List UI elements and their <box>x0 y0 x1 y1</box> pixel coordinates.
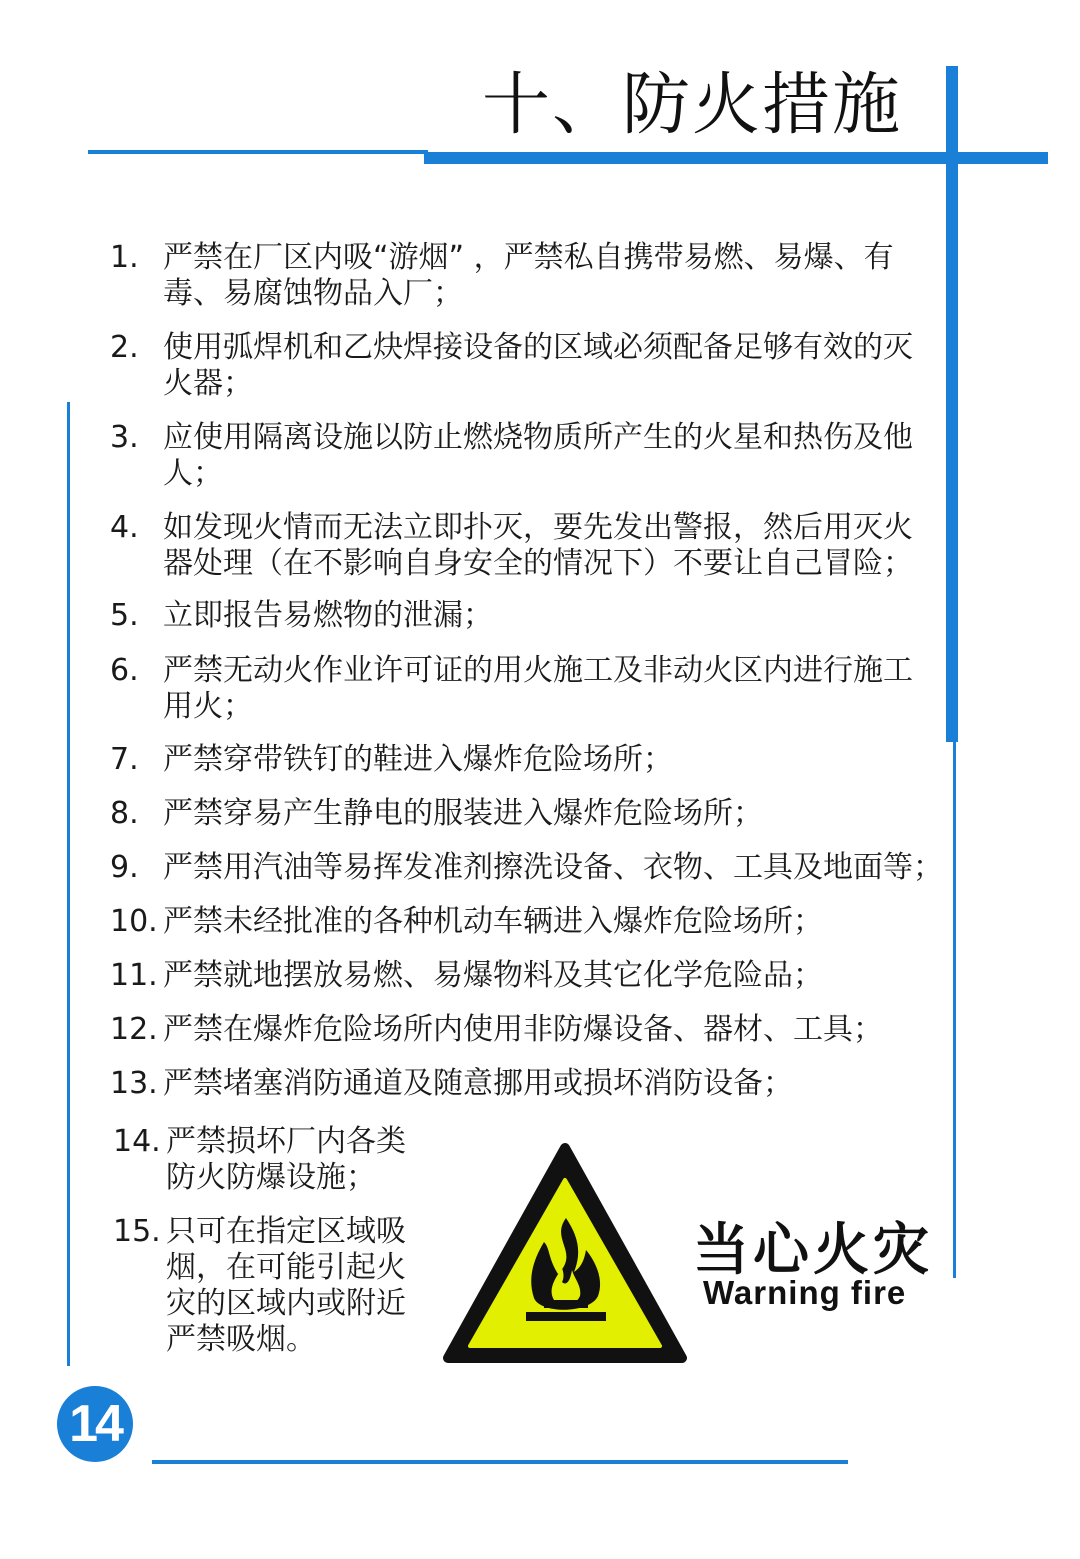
item-text: 严禁在爆炸危险场所内使用非防爆设备、器材、工具； <box>163 1012 883 1047</box>
item-text: 如发现火情而无法立即扑灭，要先发出警报，然后用灭火器处理（在不影响自身安全的情况下）不要让自己冒险； <box>163 510 913 581</box>
item-text: 严禁就地摆放易燃、易爆物料及其它化学危险品； <box>163 958 823 993</box>
item-number: 4. <box>110 510 139 545</box>
page-number-badge: 14 <box>57 1386 133 1462</box>
item-text: 严禁未经批准的各种机动车辆进入爆炸危险场所； <box>163 904 823 939</box>
right-vertical-bar <box>946 66 958 742</box>
footer-rule <box>152 1460 848 1464</box>
item-text: 只可在指定区域吸烟，在可能引起火灾的区域内或附近严禁吸烟。 <box>166 1214 406 1357</box>
item-number: 2. <box>110 330 139 365</box>
fire-warning-triangle-icon <box>440 1140 690 1365</box>
item-text: 严禁堵塞消防通道及随意挪用或损坏消防设备； <box>163 1066 793 1101</box>
right-vertical-rule <box>953 742 956 1278</box>
item-text: 严禁在厂区内吸“游烟” ，严禁私自携带易燃、易爆、有毒、易腐蚀物品入厂； <box>163 240 894 311</box>
item-number: 8. <box>110 796 139 831</box>
item-number: 7. <box>110 742 139 777</box>
header-rule-thin <box>88 150 428 154</box>
item-number: 6. <box>110 653 139 688</box>
item-text: 应使用隔离设施以防止燃烧物质所产生的火星和热伤及他人； <box>163 420 913 491</box>
item-text: 使用弧焊机和乙炔焊接设备的区域必须配备足够有效的灭火器； <box>163 330 913 401</box>
item-number: 13. <box>110 1066 158 1101</box>
item-text: 严禁穿带铁钉的鞋进入爆炸危险场所； <box>163 742 673 777</box>
item-number: 15. <box>113 1214 161 1249</box>
item-number: 10. <box>110 904 158 939</box>
item-number: 12. <box>110 1012 158 1047</box>
sign-chinese-label: 当心火灾 <box>693 1218 933 1283</box>
item-number: 14. <box>113 1124 161 1159</box>
sign-english-label: Warning fire <box>703 1274 907 1311</box>
item-text: 严禁无动火作业许可证的用火施工及非动火区内进行施工用火； <box>163 653 913 724</box>
item-text: 严禁损坏厂内各类防火防爆设施； <box>166 1124 406 1195</box>
item-number: 11. <box>110 958 158 993</box>
left-vertical-rule <box>67 402 70 1366</box>
item-number: 3. <box>110 420 139 455</box>
item-text: 严禁用汽油等易挥发准剂擦洗设备、衣物、工具及地面等； <box>163 850 943 885</box>
page-title: 十、防火措施 <box>481 66 902 145</box>
item-number: 9. <box>110 850 139 885</box>
item-text: 严禁穿易产生静电的服装进入爆炸危险场所； <box>163 796 763 831</box>
item-number: 5. <box>110 598 139 633</box>
item-text: 立即报告易燃物的泄漏； <box>163 598 493 633</box>
item-number: 1. <box>110 240 139 275</box>
